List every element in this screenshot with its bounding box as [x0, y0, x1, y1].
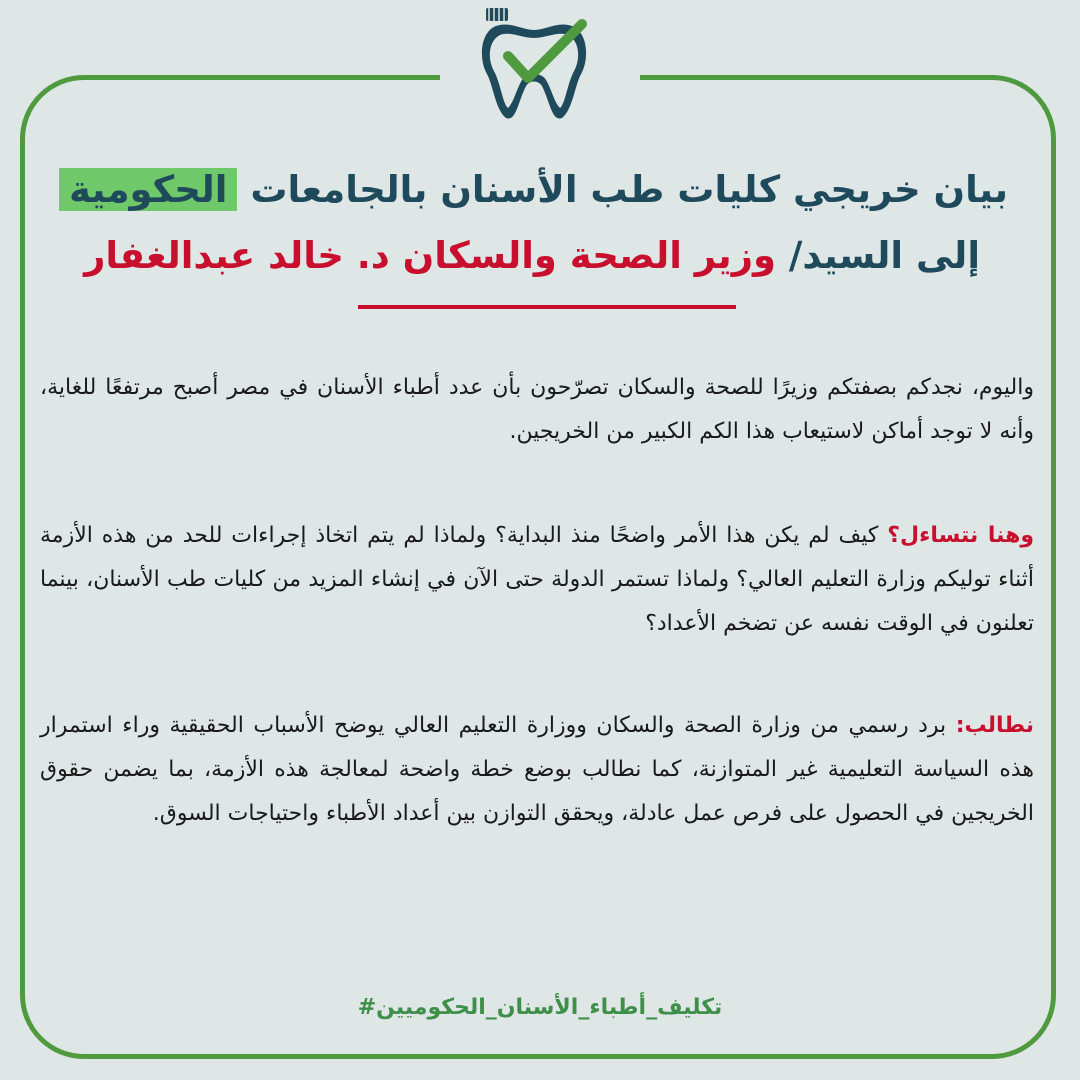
title-highlight: الحكومية: [59, 168, 237, 211]
paragraph-3-lead: نطالب:: [955, 713, 1034, 738]
paragraph-3: [40, 704, 1034, 836]
title-divider: [358, 305, 736, 309]
paragraph-3-body: برد رسمي من وزارة الصحة والسكان ووزارة التعليم العالي يوضح الأسباب الحقيقية وراء استمرار هذه السياسة التعليمية غير المتوازنة، كما نطالب بوضع خطة واضحة لمعالجة هذه الأزمة، بما يضمن حقوق الخريجين في الحصول على فرص عمل عادلة، ويحقق التوازن بين أعداد الأطباء واحتياجات السوق.: [40, 713, 1034, 826]
title-line-2-prefix: إلى السيد/: [788, 234, 980, 277]
title-line-2: [84, 228, 980, 284]
title-line-1: [59, 162, 1008, 218]
paragraph-2: [40, 514, 1034, 646]
paragraph-1: واليوم، نجدكم بصفتكم وزيرًا للصحة والسكان تصرّحون بأن عدد أطباء الأسنان في مصر أصبح مرتفعًا للغاية، وأنه لا توجد أماكن لاستيعاب هذا الكم الكبير من الخريجين.: [40, 375, 1034, 444]
title-line-1-main: بيان خريجي كليات طب الأسنان بالجامعات: [250, 168, 1008, 211]
paragraph-2-lead: وهنا نتساءل؟: [887, 523, 1034, 548]
hashtag[interactable]: تكليف_أطباء_الأسنان_الحكوميين#: [357, 995, 723, 1020]
tooth-check-icon: [470, 2, 600, 127]
minister-name: وزير الصحة والسكان د. خالد عبدالغفار: [84, 234, 776, 277]
paragraph-2-body: كيف لم يكن هذا الأمر واضحًا منذ البداية؟ ولماذا لم يتم اتخاذ إجراءات للحد من هذه الأزمة أثناء توليكم وزارة التعليم العالي؟ ولماذا تستمر الدولة حتى الآن في إنشاء المزيد من كليات طب الأسنان، بينما تعلنون في الوقت نفسه عن تضخم الأعداد؟: [40, 523, 1034, 636]
